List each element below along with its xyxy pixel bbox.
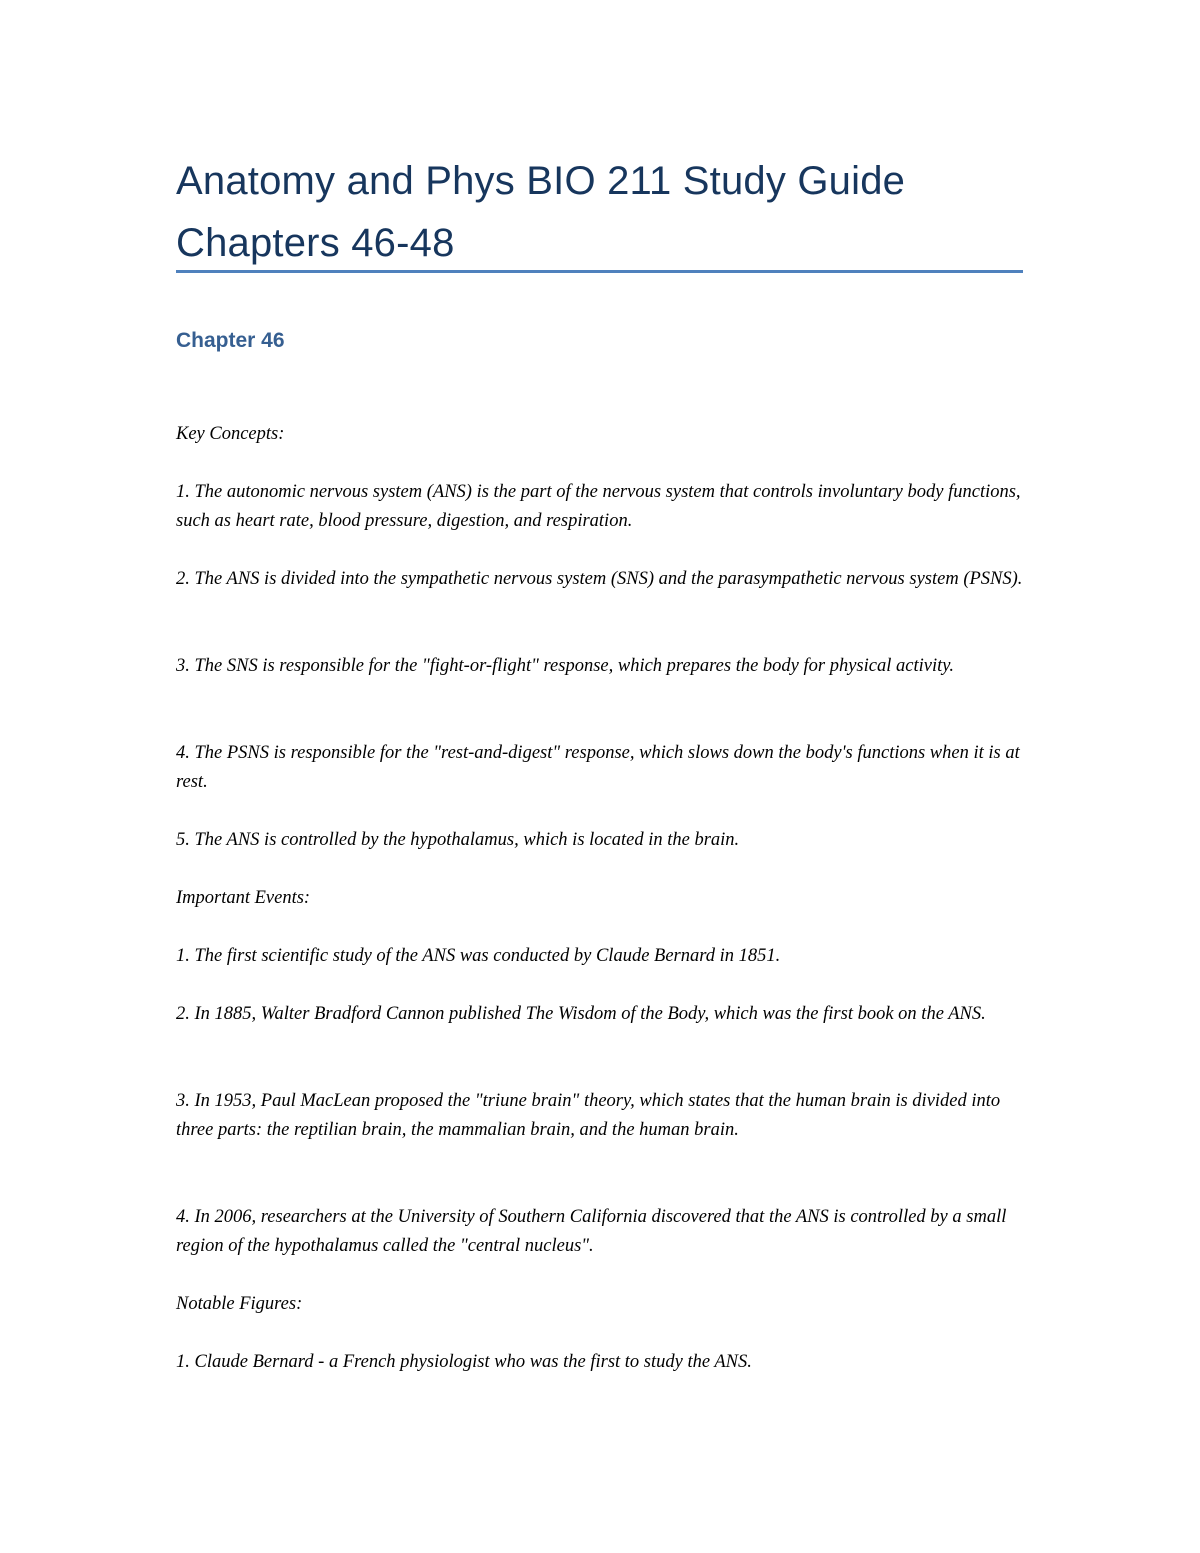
key-concepts-label: Key Concepts: — [176, 424, 285, 444]
important-event-item-1: 1. The first scientific study of the ANS was conducted by Claude Bernard in 1851. — [176, 946, 781, 966]
key-concept-item-4: 4. The PSNS is responsible for the "rest-and-digest" response, which slows down the body's functions when it is at rest. — [176, 743, 1020, 792]
document-title — [176, 150, 1036, 274]
notable-figures-label: Notable Figures: — [176, 1294, 303, 1314]
important-events-label: Important Events: — [176, 888, 311, 908]
notable-figure-item-1: 1. Claude Bernard - a French physiologist who was the first to study the ANS. — [176, 1352, 752, 1372]
title-underline-rule — [176, 270, 1023, 273]
important-event-item-3: 3. In 1953, Paul MacLean proposed the "triune brain" theory, which states that the human brain is divided into three parts: the reptilian brain, the mammalian brain, and the human brain. — [176, 1091, 1001, 1140]
key-concept-item-2: 2. The ANS is divided into the sympathetic nervous system (SNS) and the parasympathetic nervous system (PSNS). — [176, 569, 1023, 589]
important-event-item-4: 4. In 2006, researchers at the University of Southern California discovered that the ANS is controlled by a small region of the hypothalamus called the "central nucleus". — [176, 1207, 1007, 1256]
key-concept-item-5: 5. The ANS is controlled by the hypothalamus, which is located in the brain. — [176, 830, 740, 850]
title-line-1: Anatomy and Phys BIO 211 Study Guide — [176, 159, 906, 203]
key-concept-item-3: 3. The SNS is responsible for the "fight-or-flight" response, which prepares the body for physical activity. — [176, 656, 955, 676]
chapter-heading: Chapter 46 — [176, 329, 285, 352]
important-event-item-2: 2. In 1885, Walter Bradford Cannon published The Wisdom of the Body, which was the first book on the ANS. — [176, 1004, 986, 1024]
key-concept-item-1: 1. The autonomic nervous system (ANS) is the part of the nervous system that controls involuntary body functions, such as heart rate, blood pressure, digestion, and respiration. — [176, 482, 1021, 531]
title-line-2: Chapters 46-48 — [176, 221, 455, 265]
